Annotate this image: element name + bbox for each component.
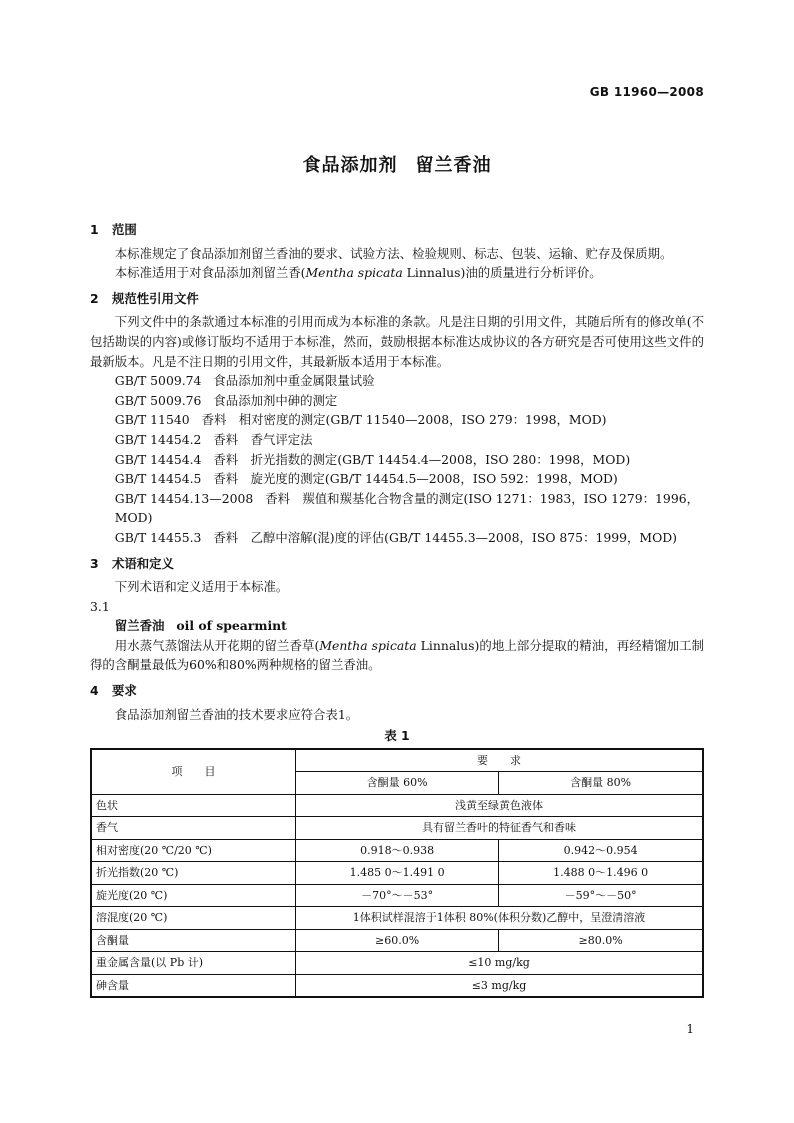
table-row [91,974,703,997]
row-item-label: 折光指数(20 ℃) [91,862,296,885]
row-value-ketone-60: 1.485 0～1.491 0 [296,862,499,885]
row-item-label: 旋光度(20 ℃) [91,884,296,907]
title-part-2: 留兰香油 [415,155,492,176]
standard-code-header: GB 11960—2008 [589,85,704,99]
section-1-para-1: 本标准规定了食品添加剂留兰香油的要求、试验方法、检验规则、标志、包装、运输、贮存及保质期。 [114,245,673,261]
header-ketone-80: 含酮量 80% [499,772,703,795]
row-item-label: 相对密度(20 ℃/20 ℃) [91,839,296,862]
reference-title: 香料 羰值和羰基化合物含量的测定(ISO 1271：1983，ISO 1279：1996，MOD) [114,490,699,526]
reference-code: GB/T 14454.4 [114,451,202,467]
reference-item [90,469,704,489]
header-requirements: 要 求 [296,749,704,772]
row-value-ketone-80: ≥80.0% [499,929,703,952]
row-value-ketone-60: 0.918～0.938 [296,839,499,862]
reference-code: GB/T 5009.74 [114,373,202,389]
table-row [91,794,703,817]
header-item: 项 目 [91,749,296,795]
reference-title: 香料 乙醇中溶解(混)度的评估(GB/T 14455.3—2008，ISO 875：1999，MOD) [213,529,677,545]
row-value-merged: 浅黄至绿黄色液体 [296,794,704,817]
reference-code: GB/T 14454.2 [114,431,202,447]
term-entry [90,616,704,636]
section-2-heading: 2 规范性引用文件 [90,290,199,306]
reference-title: 香料 折光指数的测定(GB/T 14454.4—2008，ISO 280：1998，MOD) [213,451,631,467]
reference-code: GB/T 5009.76 [114,392,202,408]
row-item-label: 含酮量 [91,929,296,952]
reference-code: GB/T 14454.13—2008 [114,490,254,506]
row-value-ketone-80: 0.942～0.954 [499,839,703,862]
reference-code: GB/T 14454.5 [114,471,202,487]
section-2-para: 下列文件中的条款通过本标准的引用而成为本标准的条款。凡是注日期的引用文件，其随后所有的修改单(不包括勘误的内容)或修订版均不适用于本标准，然而，鼓励根据本标准达成协议的各方研究是否可使用这些文件的最新版本。凡是不注日期的引用文件，其最新版本适用于本标准。 [90,314,704,369]
document-title [0,151,794,177]
table-row [91,817,703,840]
section-4-heading: 4 要求 [90,683,137,699]
reference-item [90,528,704,548]
title-part-1: 食品添加剂 [302,155,398,176]
section-1-para-2: 本标准适用于对食品添加剂留兰香(Mentha spicata Linnalus)油的质量进行分析评价。 [114,265,602,281]
document-body [90,220,704,998]
row-value-merged: 1体积试样混溶于1体积 80%(体积分数)乙醇中，呈澄清溶液 [296,907,704,930]
term-definition: 用水蒸气蒸馏法从开花期的留兰香草(Mentha spicata Linnalus)的地上部分提取的精油，再经精馏加工制得的含酮量最低为60%和80%两种规格的留兰香油。 [90,637,704,673]
reference-item [90,450,704,470]
row-value-ketone-60: ≥60.0% [296,929,499,952]
row-value-ketone-80: －59°～－50° [499,884,703,907]
reference-code: GB/T 14455.3 [114,529,202,545]
section-3-para: 下列术语和定义适用于本标准。 [114,579,289,595]
header-ketone-60: 含酮量 60% [296,772,499,795]
section-4-para: 食品添加剂留兰香油的技术要求应符合表1。 [114,706,359,722]
reference-title: 香料 香气评定法 [213,431,313,447]
row-item-label: 砷含量 [91,974,296,997]
row-item-label: 溶混度(20 ℃) [91,907,296,930]
requirements-table [90,748,704,999]
table-caption: 表 1 [384,728,410,744]
reference-item [90,430,704,450]
row-value-merged: 具有留兰香叶的特征香气和香味 [296,817,704,840]
term-chinese: 留兰香油 [114,618,165,634]
table-header-row [91,749,703,772]
table-row [91,839,703,862]
term-english: oil of spearmint [176,618,287,634]
reference-item [90,410,704,430]
reference-item [90,371,704,391]
table-row [91,929,703,952]
normative-reference-list [90,371,704,547]
table-row [91,907,703,930]
row-value-ketone-60: －70°～－53° [296,884,499,907]
row-value-merged: ≤3 mg/kg [296,974,704,997]
row-item-label: 重金属含量(以 Pb 计) [91,952,296,975]
reference-title: 香料 相对密度的测定(GB/T 11540—2008，ISO 279：1998，MOD) [201,412,607,428]
reference-title: 香料 旋光度的测定(GB/T 14454.5—2008，ISO 592：1998，MOD) [213,471,618,487]
reference-item [90,391,704,411]
section-3-heading: 3 术语和定义 [90,555,174,571]
section-1-heading: 1 范围 [90,222,137,237]
row-item-label: 香气 [91,817,296,840]
row-value-merged: ≤10 mg/kg [296,952,704,975]
page-number: 1 [686,1022,694,1036]
reference-title: 食品添加剂中重金属限量试验 [213,373,375,389]
table-row [91,952,703,975]
subsection-3-1-number: 3.1 [90,598,110,614]
reference-title: 食品添加剂中砷的测定 [213,392,338,408]
table-row [91,884,703,907]
reference-item [90,489,704,528]
row-value-ketone-80: 1.488 0～1.496 0 [499,862,703,885]
table-row [91,862,703,885]
row-item-label: 色状 [91,794,296,817]
reference-code: GB/T 11540 [114,412,190,428]
